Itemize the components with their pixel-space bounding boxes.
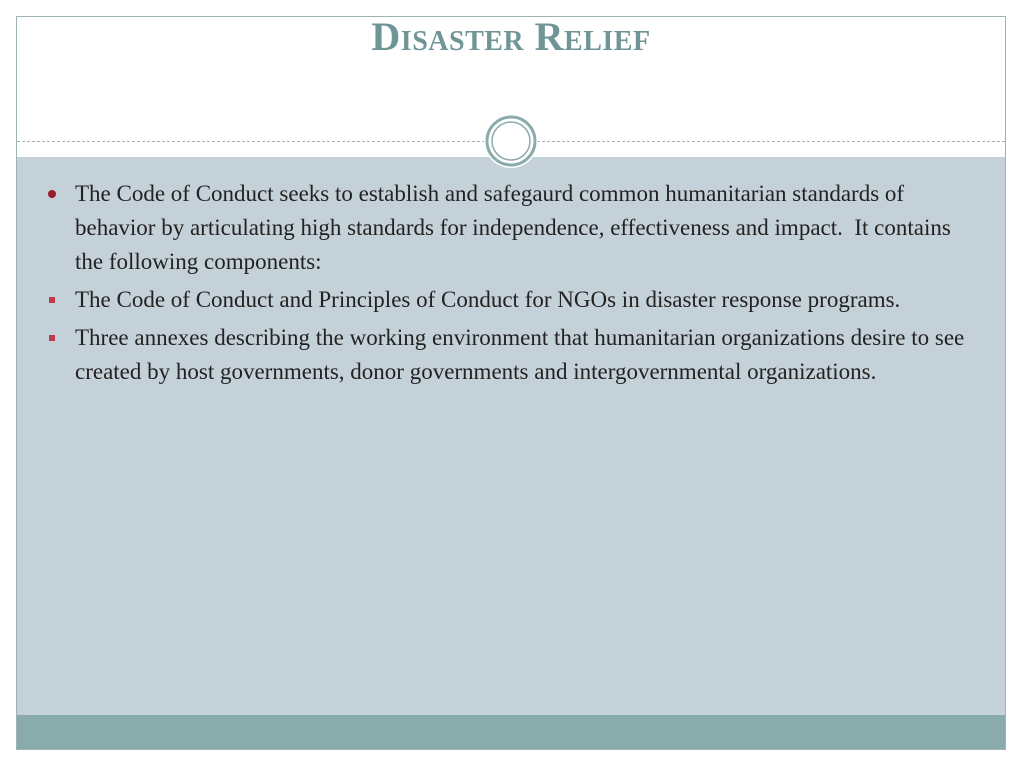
- footer-bar: [17, 715, 1005, 750]
- round-bullet-icon: [47, 177, 67, 211]
- bullet-item: [47, 283, 977, 317]
- square-bullet-icon: [47, 321, 67, 355]
- square-bullet-icon: [47, 283, 67, 317]
- slide: [16, 16, 1006, 750]
- bullet-list: [47, 177, 977, 393]
- bullet-text: The Code of Conduct seeks to establish and safegaurd common humanitarian standards of behavior by articulating high standards for independence, effectiveness and impact. It contains the following components:: [75, 181, 957, 274]
- circle-emblem-icon: [484, 114, 538, 168]
- slide-title: Disaster Relief: [371, 16, 651, 59]
- bullet-item: [47, 321, 977, 389]
- bullet-text: Three annexes describing the working environment that humanitarian organizations desire to see created by host governments, donor governments and intergovernmental organizations.: [75, 325, 971, 384]
- bullet-item: [47, 177, 977, 279]
- bullet-text: The Code of Conduct and Principles of Conduct for NGOs in disaster response programs.: [75, 287, 901, 312]
